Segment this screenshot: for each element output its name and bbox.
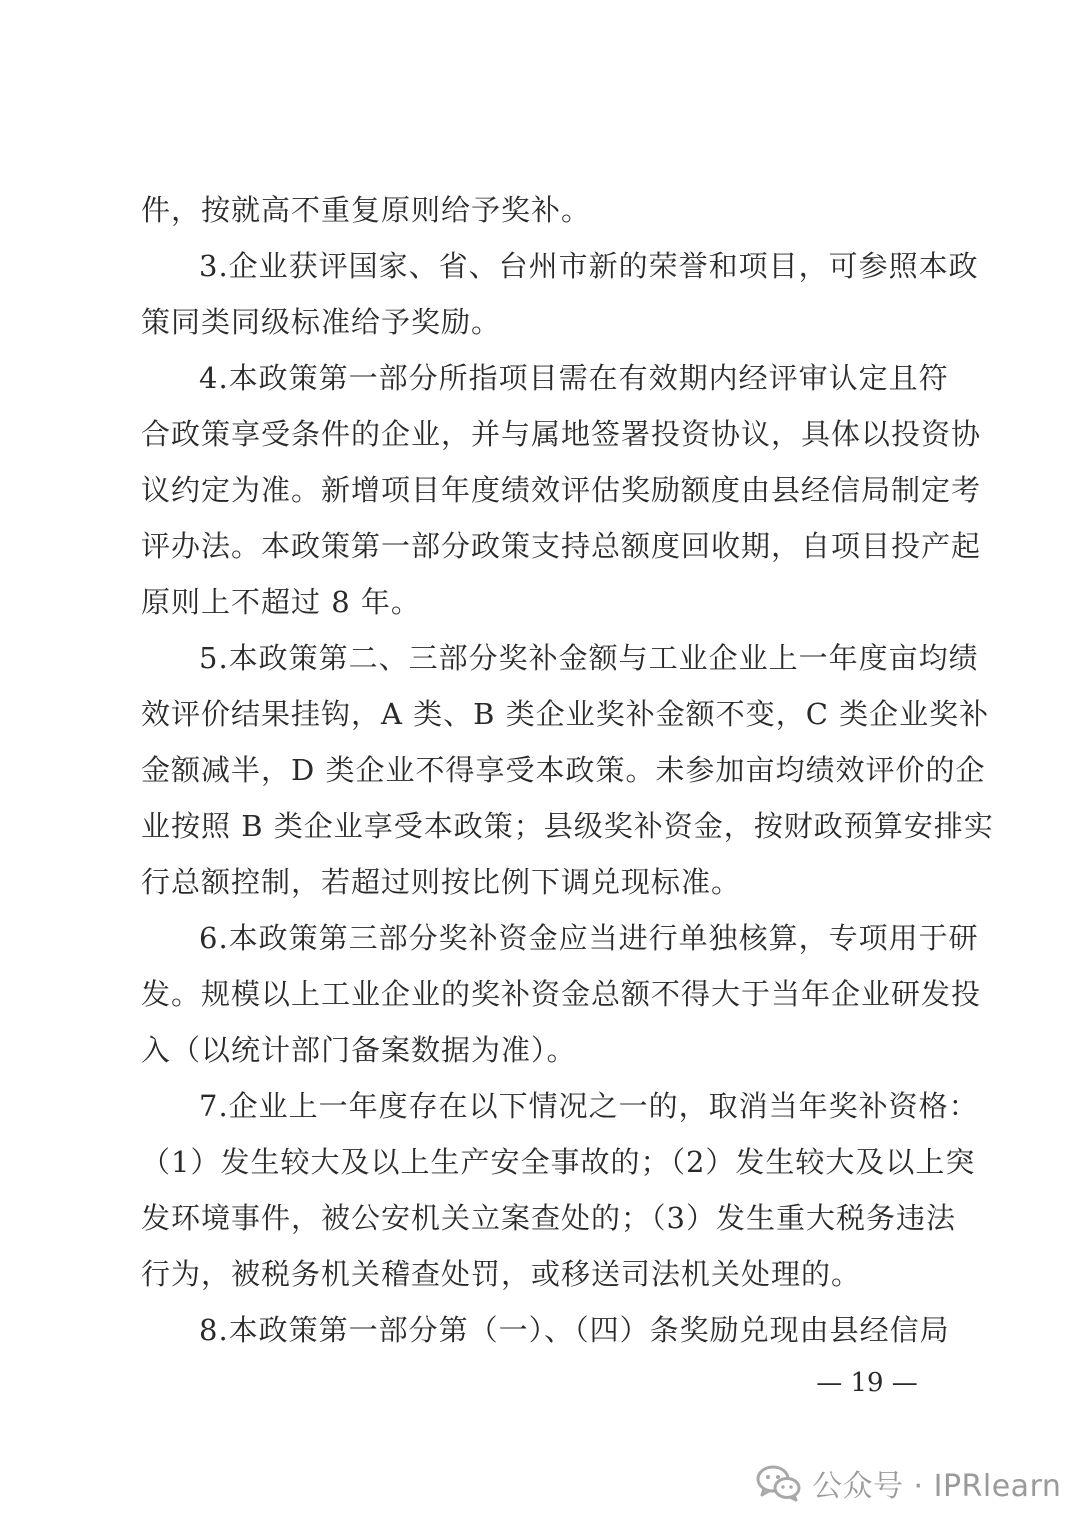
text-line: 5.本政策第二、三部分奖补金额与工业企业上一年度亩均绩 (199, 641, 979, 675)
text-line: 发环境事件，被公安机关立案查处的；（3）发生重大税务违法 (141, 1201, 956, 1235)
wechat-icon (756, 1464, 802, 1502)
text-line: 效评价结果挂钩，A 类、B 类企业奖补金额不变，C 类企业奖补 (141, 697, 990, 731)
page-number: — 19 — (816, 1368, 918, 1398)
text-line: （1）发生较大及以上生产安全事故的；（2）发生较大及以上突 (141, 1145, 976, 1179)
text-line: 6.本政策第三部分奖补资金应当进行单独核算，专项用于研 (199, 921, 979, 955)
text-line: 行总额控制，若超过则按比例下调兑现标准。 (141, 865, 742, 899)
text-line: 件，按就高不重复原则给予奖补。 (141, 193, 592, 227)
text-line: 8.本政策第一部分第（一）、（四）条奖励兑现由县经信局 (199, 1313, 950, 1347)
watermark (756, 1458, 1061, 1508)
text-line: 业按照 B 类企业享受本政策；县级奖补资金，按财政预算安排实 (141, 809, 994, 843)
text-line: 原则上不超过 8 年。 (141, 585, 421, 619)
text-line: 金额减半，D 类企业不得享受本政策。未参加亩均绩效评价的企 (141, 753, 986, 787)
text-line: 行为，被税务机关稽查处罚，或移送司法机关处理的。 (141, 1257, 862, 1291)
text-line: 评办法。本政策第一部分政策支持总额度回收期，自项目投产起 (141, 529, 982, 563)
text-line: 入（以统计部门备案数据为准）。 (141, 1033, 577, 1067)
watermark-text: 公众号 · IPRlearn (812, 1469, 1062, 1504)
text-line: 策同类同级标准给予奖励。 (141, 305, 502, 339)
text-line: 发。规模以上工业企业的奖补资金总额不得大于当年企业研发投 (141, 977, 982, 1011)
text-line: 7.企业上一年度存在以下情况之一的，取消当年奖补资格： (199, 1089, 979, 1123)
text-line: 3.企业获评国家、省、台州市新的荣誉和项目，可参照本政 (199, 249, 979, 283)
text-line: 4.本政策第一部分所指项目需在有效期内经评审认定且符 (199, 361, 949, 395)
text-line: 合政策享受条件的企业，并与属地签署投资协议，具体以投资协 (141, 417, 982, 451)
text-line: 议约定为准。新增项目年度绩效评估奖励额度由县经信局制定考 (141, 473, 982, 507)
